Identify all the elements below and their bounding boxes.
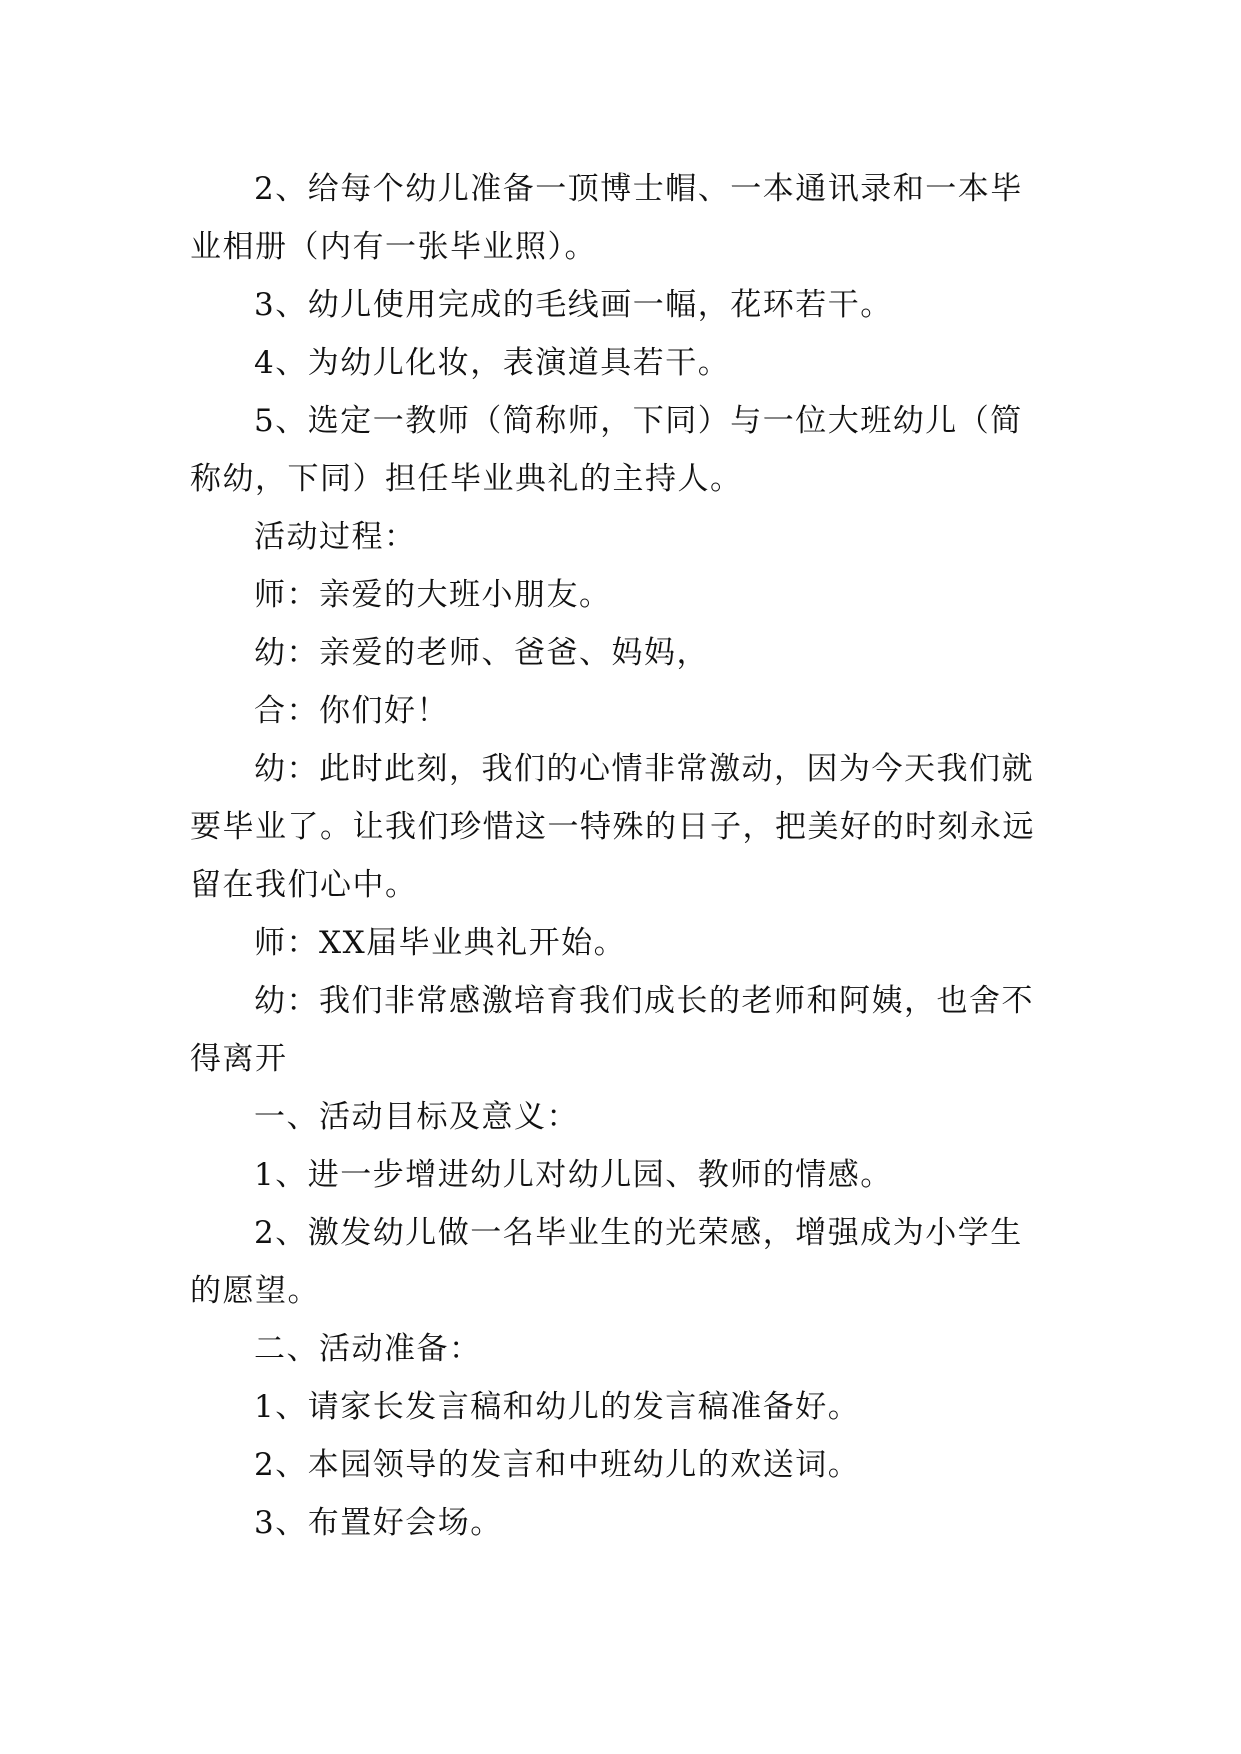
paragraph: 2、激发幼儿做一名毕业生的光荣感，增强成为小学生的愿望。 [190,1215,1023,1309]
paragraph: 3、幼儿使用完成的毛线画一幅，花环若干。 [254,287,893,323]
paragraph: 4、为幼儿化妆，表演道具若干。 [254,345,731,381]
document-body [190,160,1050,1552]
section-label: 活动过程： [254,519,417,555]
paragraph: 1、请家长发言稿和幼儿的发言稿准备好。 [254,1389,861,1425]
paragraph: 2、本园领导的发言和中班幼儿的欢送词。 [254,1447,861,1483]
dialogue-line: 幼：我们非常感激培育我们成长的老师和阿姨，也舍不得离开 [190,983,1034,1077]
section-heading: 二、活动准备： [254,1331,482,1367]
dialogue-line: 幼：此时此刻，我们的心情非常激动，因为今天我们就要毕业了。让我们珍惜这一特殊的日子，把美好的时刻永远留在我们心中。 [190,751,1035,903]
paragraph: 3、布置好会场。 [254,1505,503,1541]
paragraph: 1、进一步增进幼儿对幼儿园、教师的情感。 [254,1157,893,1193]
paragraph: 2、给每个幼儿准备一顶博士帽、一本通讯录和一本毕业相册（内有一张毕业照）。 [190,171,1023,265]
dialogue-line: 师：亲爱的大班小朋友。 [254,577,612,613]
dialogue-line: 合：你们好！ [254,693,449,729]
section-heading: 一、活动目标及意义： [254,1099,579,1135]
dialogue-line: 幼：亲爱的老师、爸爸、妈妈， [254,635,709,671]
paragraph: 5、选定一教师（简称师，下同）与一位大班幼儿（简称幼，下同）担任毕业典礼的主持人。 [190,403,1023,497]
dialogue-line: 师：XX届毕业典礼开始。 [254,925,627,961]
